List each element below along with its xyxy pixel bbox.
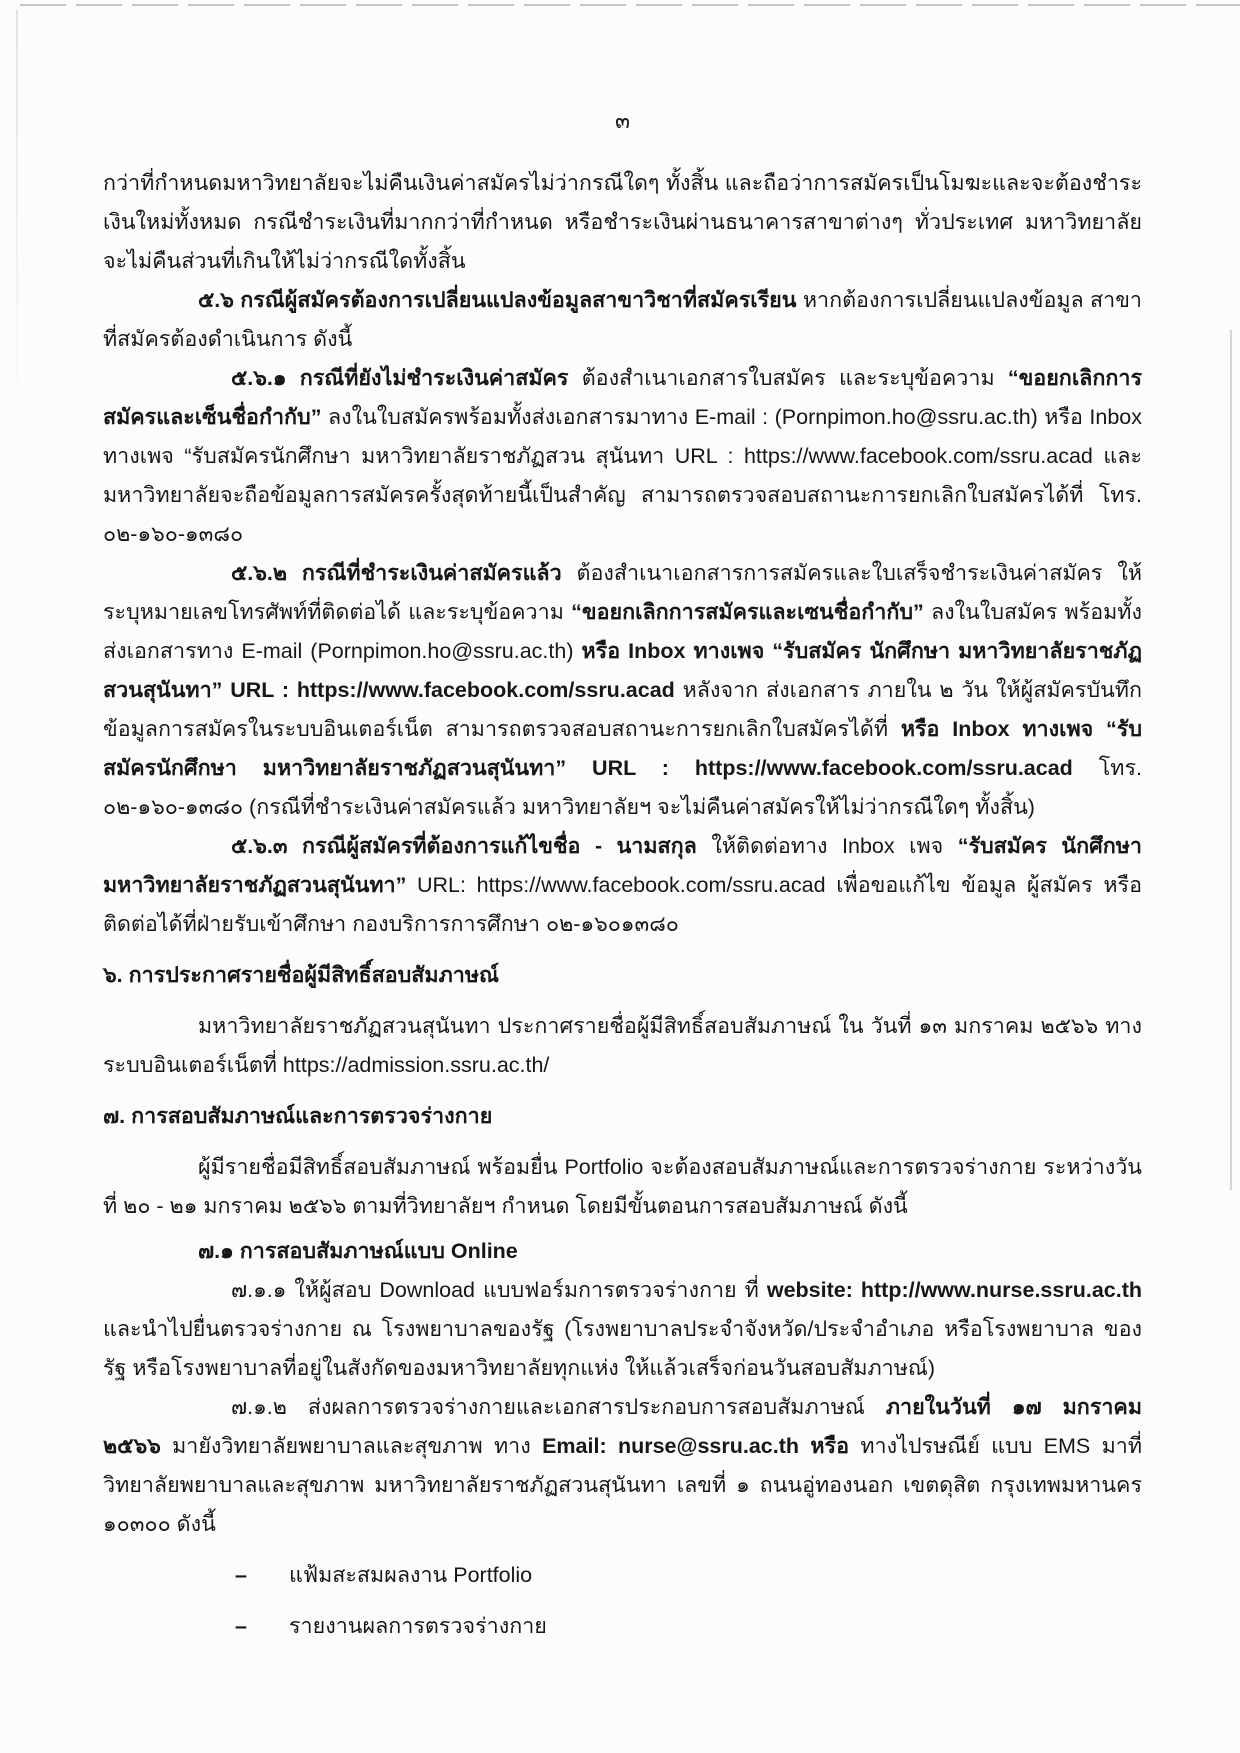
text-run: ทางไปรษณีย์ แบบ EMS มาที่ วิทยาลัยพยาบาลและสุขภาพ มหาวิทยาลัยราชภัฏสวนสุนันทา เลขที่ ๑ ถนนอู่ทองนอก เขตดุสิต กรุงเทพมหานคร ๑๐๓๐๐ ดังนี้ <box>103 1434 1142 1536</box>
heading-6: ๖. การประกาศรายชื่อผู้มีสิทธิ์สอบสัมภาษณ์ <box>103 963 499 987</box>
section-5-6-3-title: ๕.๖.๓ กรณีผู้สมัครที่ต้องการแก้ไขชื่อ - นามสกุล <box>231 834 697 858</box>
text-run: URL: https://www.facebook.com/ssru.acad เพื่อขอแก้ไข ข้อมูล ผู้สมัคร หรือติดต่อได้ที่ฝ่ายรับเข้าศึกษา กองบริการการศึกษา ๐๒-๑๖๐๑๓๘๐ <box>103 873 1142 936</box>
list-item-portfolio <box>235 1556 1142 1595</box>
text-run: ให้ติดต่อทาง Inbox เพจ <box>696 834 958 858</box>
text-run: ผู้มีรายชื่อมีสิทธิ์สอบสัมภาษณ์ พร้อมยื่น Portfolio จะต้องสอบสัมภาษณ์และการตรวจร่างกาย ระหว่างวันที่ ๒๐ - ๒๑ มกราคม ๒๕๖๖ ตามที่วิทยาลัยฯ กำหนด โดยมีขั้นตอนการสอบสัมภาษณ์ ดังนี้ <box>103 1155 1142 1218</box>
text-run: ต้องสำเนาเอกสารใบสมัคร และระบุข้อความ <box>568 366 1008 390</box>
page-number: ๓ <box>614 108 631 133</box>
paragraph-6 <box>103 1007 1142 1085</box>
cancel-note-bold: “ขอยกเลิกการสมัครและเซนชื่อกำกับ” <box>571 600 924 624</box>
text-run: มายังวิทยาลัยพยาบาลและสุขภาพ ทาง <box>160 1434 543 1458</box>
bullet-text: รายงานผลการตรวจร่างกาย <box>289 1614 547 1638</box>
section-7-1-1 <box>103 1271 1142 1388</box>
list-item-health-report <box>235 1607 1142 1646</box>
email-bold: Email: nurse@ssru.ac.th หรือ <box>542 1434 850 1458</box>
heading-7-1: ๗.๑ การสอบสัมภาษณ์แบบ Online <box>198 1239 518 1263</box>
paragraph-continuation <box>103 164 1142 281</box>
section-5-6-1 <box>103 359 1142 554</box>
dash-icon: – <box>235 1614 246 1638</box>
text-run: หลังจาก ส่งเอกสาร ภายใน ๒ วัน ให้ผู้สมัครบันทึกข้อมูลการสมัครในระบบอินเตอร์เน็ต สามารถตรวจสอบสถานะการยกเลิกใบสมัครได้ที่ <box>103 678 1142 741</box>
scan-edge-right <box>1230 330 1232 1190</box>
heading-7: ๗. การสอบสัมภาษณ์และการตรวจร่างกาย <box>103 1104 493 1128</box>
text-run: ลงในใบสมัครพร้อมทั้งส่งเอกสารมาทาง E-mail : (Pornpimon.ho@ssru.ac.th) หรือ Inbox ทางเพจ “รับสมัครนักศึกษา มหาวิทยาลัยราชภัฏสวน สุนันทา URL : https://www.facebook.com/ssru.acad และมหาวิทยาลัยจะถือข้อมูลการสมัครครั้งสุดท้ายนี้เป็นสำคัญ สามารถตรวจสอบสถานะการยกเลิกใบสมัครได้ที่ โทร. ๐๒-๑๖๐-๑๓๘๐ <box>103 405 1142 546</box>
section-5-6 <box>103 281 1142 359</box>
facebook-page-bold: หรือ Inbox ทางเพจ “รับสมัคร นักศึกษา มหาวิทยาลัยราชภัฏสวนสุนันทา” URL : https://www.facebook.com/ssru.acad <box>103 639 1143 702</box>
section-7-1-2 <box>103 1388 1142 1544</box>
facebook-page-bold: “รับสมัคร นักศึกษา มหาวิทยาลัยราชภัฏสวนสุนันทา” <box>103 834 1142 897</box>
deadline-bold: ภายในวันที่ ๑๗ มกราคม ๒๕๖๖ <box>103 1395 1142 1458</box>
text-run: ลงในใบสมัคร พร้อมทั้งส่งเอกสารทาง E-mail (Pornpimon.ho@ssru.ac.th) <box>103 600 1142 663</box>
text-run: หากต้องการเปลี่ยนแปลงข้อมูล สาขาที่สมัครต้องดำเนินการ ดังนี้ <box>103 288 1143 351</box>
section-5-6-2-title: ๕.๖.๒ กรณีที่ชำระเงินค่าสมัครแล้ว <box>231 561 562 585</box>
text-run: กว่าที่กำหนดมหาวิทยาลัยจะไม่คืนเงินค่าสมัครไม่ว่ากรณีใดๆ ทั้งสิ้น และถือว่าการสมัครเป็นโมฆะและจะต้องชำระเงินใหม่ทั้งหมด กรณีชำระเงินที่มากกว่าที่กำหนด หรือชำระเงินผ่านธนาคารสาขาต่างๆ ทั่วประเทศ มหาวิทยาลัยจะไม่คืนส่วนที่เกินให้ไม่ว่ากรณีใดทั้งสิ้น <box>103 171 1142 273</box>
section-5-6-2 <box>103 554 1142 827</box>
paragraph-7 <box>103 1148 1142 1226</box>
text-run: ๗.๑.๒ ส่งผลการตรวจร่างกายและเอกสารประกอบการสอบสัมภาษณ์ <box>231 1395 886 1419</box>
bullet-text: แฟ้มสะสมผลงาน Portfolio <box>289 1563 533 1587</box>
section-5-6-3 <box>103 827 1142 944</box>
text-run: มหาวิทยาลัยราชภัฏสวนสุนันทา ประกาศรายชื่อผู้มีสิทธิ์สอบสัมภาษณ์ ใน วันที่ ๑๓ มกราคม ๒๕๖๖ ทางระบบอินเตอร์เน็ตที่ https://admission.ssru.ac.th/ <box>103 1014 1142 1077</box>
website-bold: website: http://www.nurse.ssru.ac.th <box>766 1278 1143 1302</box>
text-run: และนำไปยื่นตรวจร่างกาย ณ โรงพยาบาลของรัฐ (โรงพยาบาลประจำจังหวัด/ประจำอำเภอ หรือโรงพยาบาล ของรัฐ หรือโรงพยาบาลที่อยู่ในสังกัดของมหาวิทยาลัยทุกแห่ง ให้แล้วเสร็จก่อนวันสอบสัมภาษณ์) <box>103 1317 1142 1380</box>
scan-edge-left <box>16 10 18 430</box>
text-run: โทร. ๐๒-๑๖๐-๑๓๘๐ (กรณีที่ชำระเงินค่าสมัครแล้ว มหาวิทยาลัยฯ จะไม่คืนค่าสมัครให้ไม่ว่ากรณีใดๆ ทั้งสิ้น) <box>103 756 1142 819</box>
facebook-page-bold: หรือ Inbox ทางเพจ “รับสมัครนักศึกษา มหาวิทยาลัยราชภัฏสวนสุนันทา” URL : https://www.facebook.com/ssru.acad <box>103 717 1142 780</box>
text-run: ๗.๑.๑ ให้ผู้สอบ Download แบบฟอร์มการตรวจร่างกาย ที่ <box>231 1278 767 1302</box>
text-run: ต้องสำเนาเอกสารการสมัครและใบเสร็จชำระเงินค่าสมัคร ให้ระบุหมายเลขโทรศัพท์ที่ติดต่อได้ และระบุข้อความ <box>103 561 1142 624</box>
section-5-6-title: ๕.๖ กรณีผู้สมัครต้องการเปลี่ยนแปลงข้อมูลสาขาวิชาที่สมัครเรียน <box>198 288 797 312</box>
dash-icon: – <box>235 1563 246 1587</box>
cancel-note-bold: “ขอยกเลิกการสมัครและเซ็นชื่อกำกับ” <box>103 366 1142 429</box>
section-5-6-1-title: ๕.๖.๑ กรณีที่ยังไม่ชำระเงินค่าสมัคร <box>231 366 569 390</box>
scan-edge-top <box>20 4 1240 6</box>
